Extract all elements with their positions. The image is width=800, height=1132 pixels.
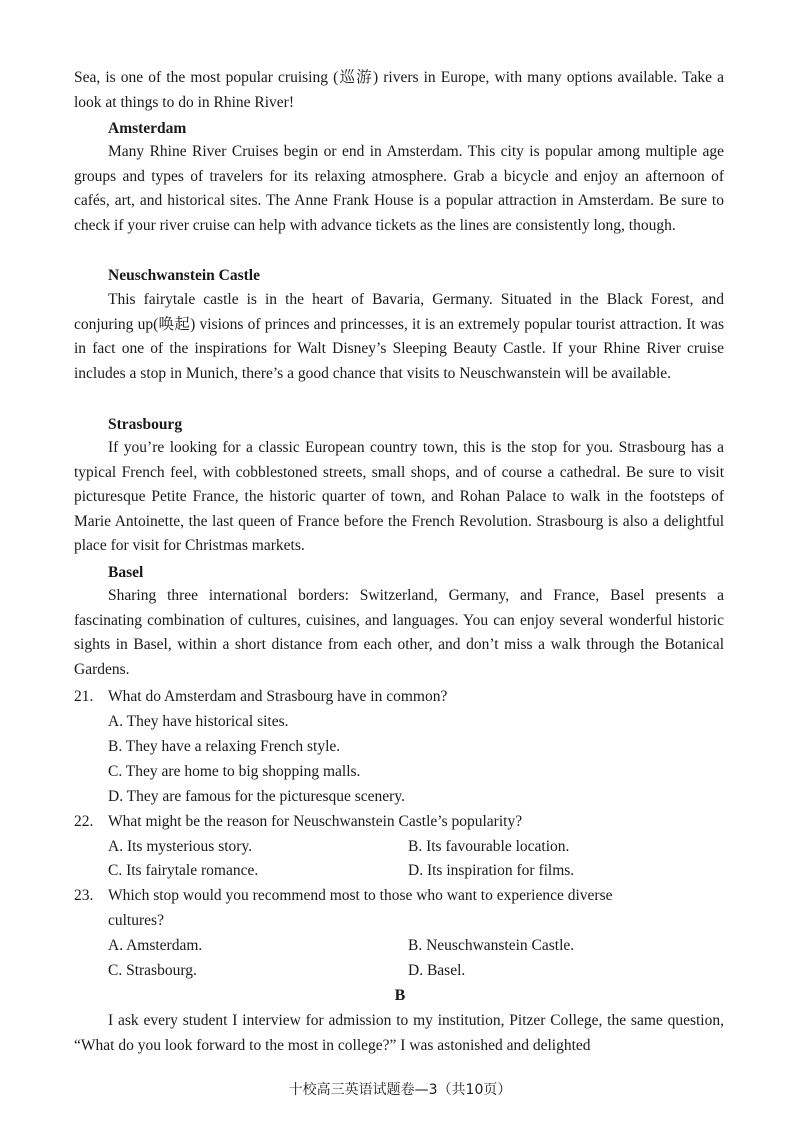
question-21 bbox=[74, 685, 724, 710]
section-b-text: I ask every student I interview for admission to my institution, Pitzer College, the same question, “What do you look forward to the most in college?” I was astonished and delighted bbox=[74, 1012, 724, 1054]
q23-option-a[interactable]: A. Amsterdam. bbox=[108, 937, 203, 954]
question-number: 21. bbox=[74, 688, 94, 705]
question-23-continued: cultures? bbox=[108, 912, 164, 929]
stop-title-neuschwanstein: Neuschwanstein Castle bbox=[108, 267, 260, 284]
question-number: 22. bbox=[74, 813, 94, 830]
question-text: What do Amsterdam and Strasbourg have in common? bbox=[108, 688, 448, 705]
stop-title-amsterdam: Amsterdam bbox=[108, 120, 187, 137]
q22-option-a[interactable]: A. Its mysterious story. bbox=[108, 838, 253, 855]
q21-option-b[interactable]: B. They have a relaxing French style. bbox=[108, 738, 341, 755]
q21-option-d[interactable]: D. They are famous for the picturesque scenery. bbox=[108, 788, 405, 805]
stop-text-neuschwanstein: This fairytale castle is in the heart of Bavaria, Germany. Situated in the Black Forest, and conjuring up(唤起) visions of princes and princesses, it is an extremely popular tourist attraction. It was in fact one of the inspirations for Walt Disney’s Sleeping Beauty Castle. If your Rhine River cruise includes a stop in Munich, there’s a good chance that visits to Neuschwanstein will be available. bbox=[74, 291, 724, 382]
q21-option-c[interactable]: C. They are home to big shopping malls. bbox=[108, 763, 361, 780]
q22-option-c[interactable]: C. Its fairytale romance. bbox=[108, 862, 259, 879]
page-footer: 十校高三英语试题卷—3（共10页） bbox=[288, 1082, 512, 1098]
stop-title-basel: Basel bbox=[108, 564, 144, 581]
question-23 bbox=[74, 884, 724, 909]
question-22 bbox=[74, 810, 724, 835]
section-b-label: B bbox=[394, 987, 406, 1004]
q23-option-c[interactable]: C. Strasbourg. bbox=[108, 962, 197, 979]
stop-text-amsterdam: Many Rhine River Cruises begin or end in Amsterdam. This city is popular among multiple age groups and types of travelers for its relaxing atmosphere. Grab a bicycle and enjoy an afternoon of cafés, art, and historical sites. The Anne Frank House is a popular attraction in Amsterdam. Be sure to check if your river cruise can help with advance tickets as the lines are consistently long, though. bbox=[74, 143, 724, 234]
passage-intro: Sea, is one of the most popular cruising (巡游) rivers in Europe, with many options available. Take a look at things to do in Rhine River! bbox=[74, 69, 724, 111]
q21-option-a[interactable]: A. They have historical sites. bbox=[108, 713, 289, 730]
q23-option-b[interactable]: B. Neuschwanstein Castle. bbox=[408, 937, 575, 954]
question-text: Which stop would you recommend most to those who want to experience diverse bbox=[108, 887, 613, 904]
stop-text-strasbourg: If you’re looking for a classic European country town, this is the stop for you. Strasbourg has a typical French feel, with cobblestoned streets, small shops, and of course a cathedral. Be sure to visit picturesque Petite France, the historic quarter of town, and Rohan Palace to walk in the footsteps of Marie Antoinette, the last queen of France before the French Revolution. Strasbourg is also a delightful place for visit for Christmas markets. bbox=[74, 439, 724, 555]
stop-title-strasbourg: Strasbourg bbox=[108, 416, 183, 433]
question-text: What might be the reason for Neuschwanstein Castle’s popularity? bbox=[108, 813, 523, 830]
question-number: 23. bbox=[74, 887, 94, 904]
q22-option-b[interactable]: B. Its favourable location. bbox=[408, 838, 570, 855]
q22-option-d[interactable]: D. Its inspiration for films. bbox=[408, 862, 575, 879]
q23-option-d[interactable]: D. Basel. bbox=[408, 962, 466, 979]
stop-text-basel: Sharing three international borders: Switzerland, Germany, and France, Basel presents a fascinating combination of cultures, cuisines, and languages. You can enjoy several wonderful historic sights in Basel, within a short distance from each other, and don’t miss a walk through the Botanical Gardens. bbox=[74, 587, 724, 678]
